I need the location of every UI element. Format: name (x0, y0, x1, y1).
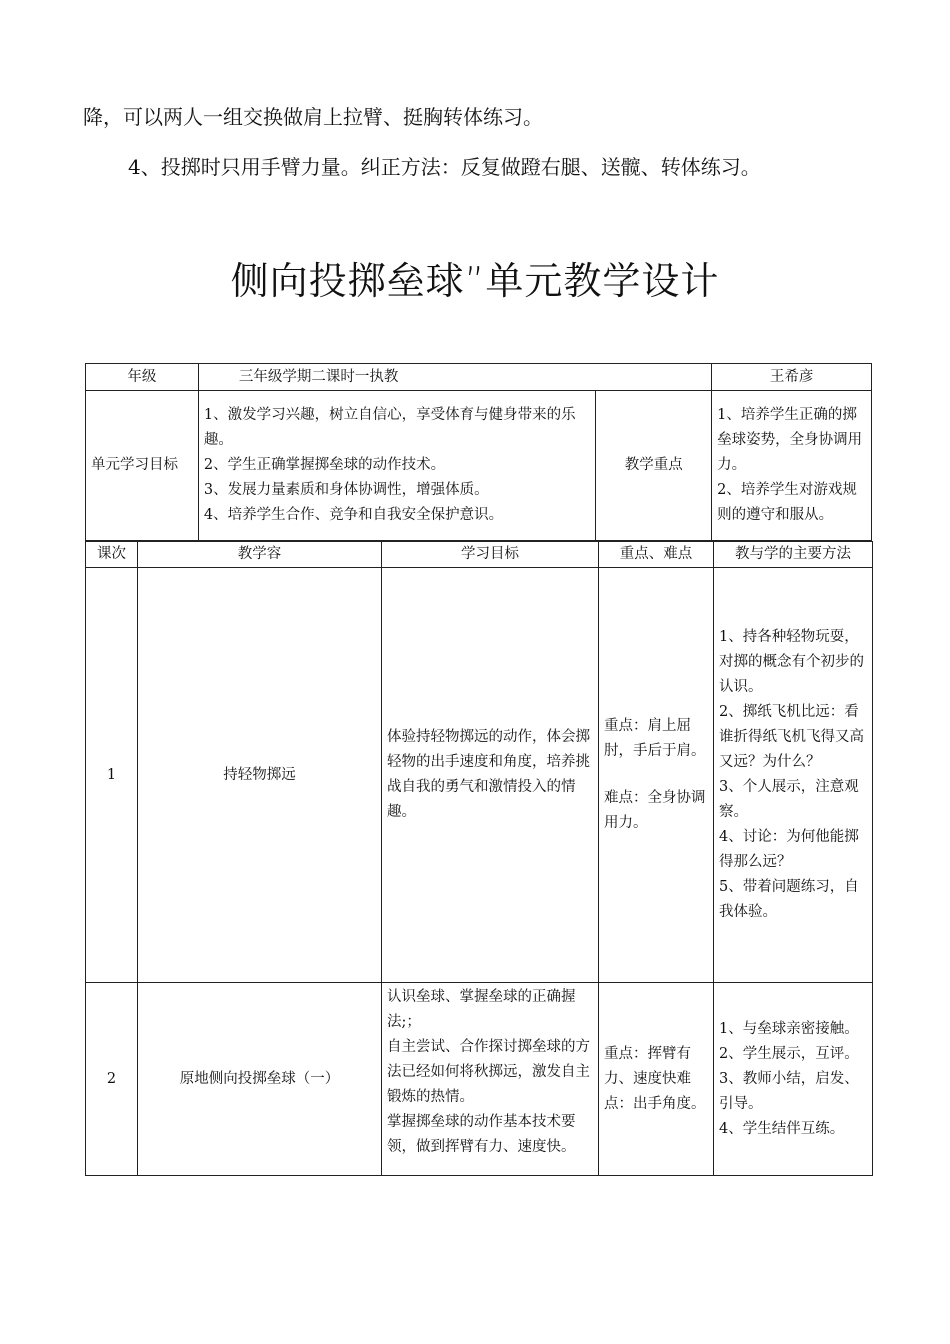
method-item: 2、掷纸飞机比远：看谁折得纸飞机飞得又高又远？为什么？ (719, 704, 864, 770)
table-row (86, 568, 873, 983)
objective-item: 自主尝试、合作探讨掷垒球的方法已经如何将秋掷远，激发自主锻炼的热情。 (387, 1039, 590, 1105)
lesson-no: 2 (86, 983, 138, 1176)
teacher-name: 王希彦 (712, 364, 872, 391)
lesson-content: 原地侧向投掷垒球（一） (138, 983, 382, 1176)
goal-label: 单元学习目标 (86, 391, 199, 541)
objective-item: 掌握掷垒球的动作基本技术要领，做到挥臂有力、速度快。 (387, 1114, 576, 1155)
goal-item: 1、激发学习兴趣，树立自信心，享受体育与健身带来的乐趣。 (203, 407, 576, 448)
method-item: 1、与垒球亲密接触。 (719, 1020, 859, 1037)
lessons-table (85, 541, 873, 1176)
method-item: 4、学生结伴互练。 (719, 1120, 845, 1137)
lesson-no: 1 (86, 568, 138, 983)
goal-item: 3、发展力量素质和身体协调性，增强体质。 (203, 482, 489, 498)
paragraph-continued: 降，可以两人一组交换做肩上拉臂、挺胸转体练习。 (83, 105, 543, 129)
goal-item: 2、学生正确掌握掷垒球的动作技术。 (203, 457, 446, 473)
header-lesson-no: 课次 (86, 542, 138, 568)
lesson-objective: 体验持轻物掷远的动作，体会掷轻物的出手速度和角度，培养挑战自我的勇气和激情投入的情趣。 (382, 568, 599, 983)
lesson-objective (382, 983, 599, 1176)
header-content: 教学容 (138, 542, 382, 568)
lesson-methods (714, 983, 873, 1176)
method-item: 1、持各种轻物玩耍，对掷的概念有个初步的认识。 (719, 629, 864, 695)
method-item: 3、个人展示，注意观察。 (719, 779, 859, 820)
method-item: 4、讨论：为何他能掷得那么远？ (719, 829, 859, 870)
grade-value: 三年级学期二课时一执教 (198, 364, 711, 391)
method-item: 2、学生展示，互评。 (719, 1045, 859, 1062)
unit-info-table (85, 363, 872, 541)
focus-item: 1、培养学生正确的掷垒球姿势，全身协调用力。 (717, 407, 863, 473)
difficulty-point: 难点：全身协调用力。 (604, 790, 706, 831)
header-key-points: 重点、难点 (599, 542, 714, 568)
lesson-key-points: 重点：挥臂有力、速度快难点：出手角度。 (599, 983, 714, 1176)
focus-label: 教学重点 (596, 391, 712, 541)
key-point: 重点：肩上屈肘，手后于肩。 (604, 718, 706, 759)
lessons-header-row (86, 542, 873, 568)
grade-label: 年级 (86, 364, 199, 391)
lesson-key-points (599, 568, 714, 983)
goal-list (198, 391, 595, 541)
method-item: 3、教师小结，启发、引导。 (719, 1070, 859, 1112)
lesson-methods (714, 568, 873, 983)
header-objective: 学习目标 (382, 542, 599, 568)
objective-item: 认识垒球、掌握垒球的正确握法;； (387, 989, 576, 1030)
header-methods: 教与学的主要方法 (714, 542, 873, 568)
table-row (86, 983, 873, 1176)
page-title: 侧向投掷垒球”单元教学设计 (230, 259, 720, 303)
goal-item: 4、培养学生合作、竞争和自我安全保护意识。 (203, 507, 504, 523)
method-item: 5、带着问题练习，自我体验。 (719, 879, 859, 920)
focus-list (712, 391, 872, 541)
lesson-content: 持轻物掷远 (138, 568, 382, 983)
paragraph-correction-4: 4、投掷时只用手臂力量。纠正方法：反复做蹬右腿、送髋、转体练习。 (128, 155, 761, 179)
focus-item: 2、培养学生对游戏规则的遵守和服从。 (717, 482, 857, 523)
